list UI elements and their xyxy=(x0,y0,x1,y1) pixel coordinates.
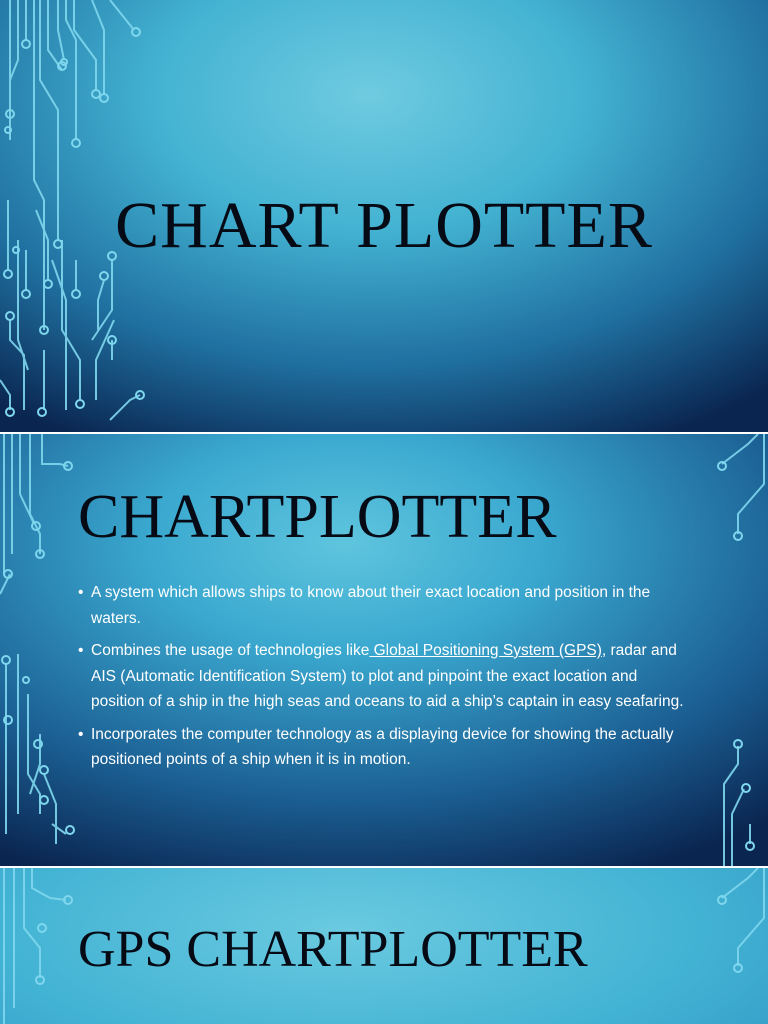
circuit-decoration-left xyxy=(0,868,80,1024)
slide-3 xyxy=(0,868,768,1024)
slide-2 xyxy=(0,434,768,866)
bullet-text: Incorporates the computer technology as a displaying device for showing the actually positioned points of a ship when it is in motion. xyxy=(91,725,674,768)
bullet-icon: • xyxy=(78,642,84,659)
bullet-icon: • xyxy=(78,584,84,601)
bullet-item xyxy=(78,580,690,631)
bullet-text: A system which allows ships to know about their exact location and position in the waters. xyxy=(91,584,651,627)
bullet-text: , radar and AIS (Automatic Identification System) to plot and pinpoint the exact location and position of a ship in the high seas and oceans to aid a ship’s captain in easy seafaring. xyxy=(91,642,684,710)
bullet-item xyxy=(78,638,690,715)
slide-title: GPS CHARTPLOTTER xyxy=(78,921,588,978)
slide-title: CHARTPLOTTER xyxy=(78,483,557,551)
slide-1 xyxy=(0,0,768,432)
bullet-icon: • xyxy=(78,725,84,743)
bullet-list xyxy=(78,580,690,780)
slide-title: CHART PLOTTER xyxy=(115,189,653,262)
circuit-decoration-right xyxy=(708,868,768,1024)
bullet-item xyxy=(78,722,690,773)
circuit-decoration-right xyxy=(708,434,768,866)
bullet-text: Combines the usage of technologies like xyxy=(91,642,370,659)
circuit-decoration-left xyxy=(0,434,80,866)
gps-link[interactable]: Global Positioning System (GPS) xyxy=(369,642,602,659)
